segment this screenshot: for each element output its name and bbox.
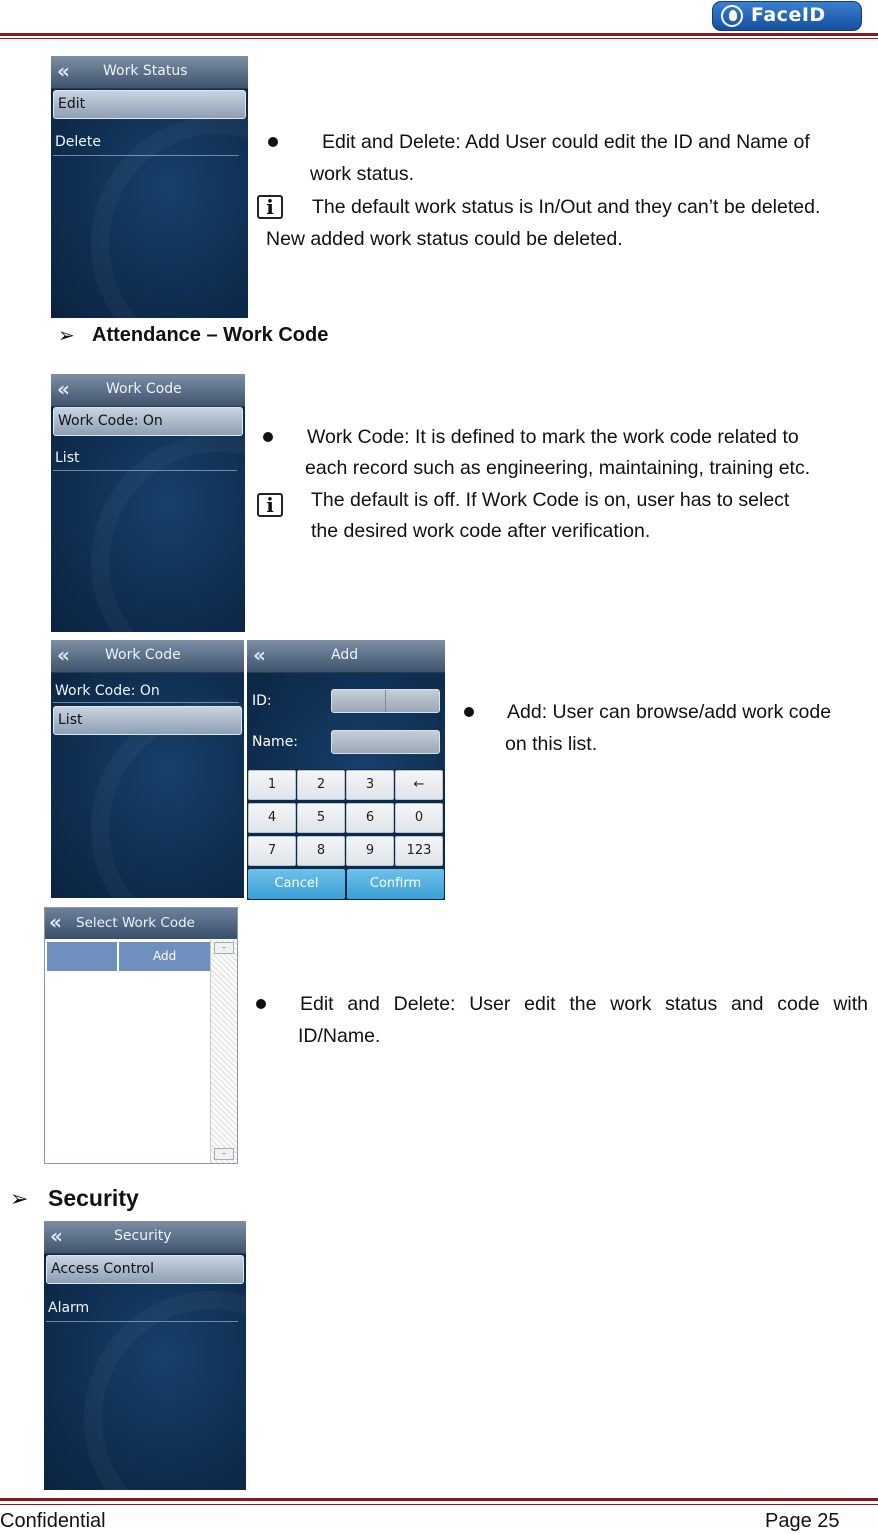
bullet-icon — [268, 137, 278, 147]
header-rule — [0, 33, 878, 36]
section-heading-security: Security — [48, 1185, 139, 1211]
bullet-icon — [464, 707, 474, 717]
arrow-bullet-icon: ➢ — [10, 1186, 29, 1211]
scroll-down-icon[interactable]: – — [214, 1148, 234, 1160]
info-icon: i — [257, 493, 283, 517]
titlebar — [44, 1221, 246, 1254]
arrow-bullet-icon: ➢ — [58, 325, 75, 347]
name-input[interactable] — [331, 730, 440, 754]
back-icon[interactable]: « — [50, 1224, 58, 1248]
info-icon: i — [257, 195, 283, 219]
add-bullet-line2: on this list. — [505, 733, 598, 755]
divider — [53, 155, 239, 156]
key-4[interactable]: 4 — [248, 803, 296, 833]
work-code-bullet-line1: Work Code: It is defined to mark the work code related to — [307, 426, 799, 448]
screen-title: Work Code — [106, 381, 182, 397]
work-code-screen — [51, 374, 245, 632]
screen-title: Select Work Code — [76, 915, 195, 931]
menu-item-list[interactable]: List — [55, 450, 80, 466]
cancel-button[interactable]: Cancel — [248, 869, 345, 899]
back-icon[interactable]: « — [57, 59, 65, 83]
scroll-up-icon[interactable]: – — [214, 942, 234, 954]
titlebar — [45, 908, 237, 939]
add-bullet-line1: Add: User can browse/add work code — [507, 701, 832, 723]
id-label: ID: — [252, 693, 272, 709]
faceid-logo — [712, 1, 862, 31]
titlebar — [51, 374, 245, 407]
menu-item-work-code-on[interactable]: Work Code: On — [55, 683, 160, 699]
menu-item-work-code-on[interactable]: Work Code: On — [53, 407, 243, 436]
confirm-button[interactable]: Confirm — [347, 869, 444, 899]
key-3[interactable]: 3 — [346, 770, 394, 800]
work-status-bullet-line1: Edit and Delete: Add User could edit the ID and Name of — [322, 131, 810, 153]
bullet-icon — [256, 999, 266, 1009]
work-code-bullet-line2: each record such as engineering, maintaining, training etc. — [305, 457, 811, 479]
divider — [46, 1321, 238, 1322]
add-screen — [247, 640, 445, 900]
logo-text: FaceID — [751, 4, 826, 26]
screen-title: Add — [331, 647, 359, 663]
id-input[interactable] — [331, 689, 440, 713]
work-status-note-line2: New added work status could be deleted. — [266, 228, 623, 250]
footer-rule — [0, 1498, 878, 1501]
screen-title: Work Code — [105, 647, 181, 663]
work-status-note-line1: The default work status is In/Out and they can’t be deleted. — [312, 196, 821, 218]
footer-confidential: Confidential — [0, 1510, 106, 1532]
edit-bullet-line2: ID/Name. — [298, 1025, 381, 1047]
menu-item-alarm[interactable]: Alarm — [48, 1300, 90, 1316]
face-profile-icon — [721, 5, 743, 27]
select-work-code-window — [44, 907, 238, 1164]
work-status-screen — [51, 56, 248, 318]
key-backspace[interactable]: ← — [395, 770, 443, 800]
section-heading-work-code: Attendance – Work Code — [92, 324, 329, 346]
name-label: Name: — [252, 734, 299, 750]
scrollbar[interactable] — [210, 940, 237, 1163]
screen-title: Security — [114, 1228, 172, 1244]
table-header-cell — [47, 942, 117, 971]
keypad — [247, 769, 445, 900]
work-code-note-line2: the desired work code after verification. — [311, 520, 651, 542]
edit-bullet-line1: Edit and Delete: User edit the work status and code with — [300, 993, 868, 1015]
key-2[interactable]: 2 — [297, 770, 345, 800]
footer-rule-thin — [0, 1504, 878, 1505]
work-code-list-screen — [51, 640, 244, 898]
work-code-note-line1: The default is off. If Work Code is on, user has to select — [311, 489, 790, 511]
back-icon[interactable]: « — [49, 910, 57, 934]
security-screen — [44, 1221, 246, 1490]
key-7[interactable]: 7 — [248, 836, 296, 866]
divider — [53, 470, 237, 471]
work-status-bullet-line2: work status. — [310, 163, 415, 185]
key-5[interactable]: 5 — [297, 803, 345, 833]
header-rule-thin — [0, 38, 878, 39]
titlebar — [51, 640, 244, 673]
back-icon[interactable]: « — [57, 377, 65, 401]
footer-page-number: Page 25 — [765, 1510, 840, 1532]
bullet-icon — [263, 432, 273, 442]
back-icon[interactable]: « — [57, 643, 65, 667]
key-1[interactable]: 1 — [248, 770, 296, 800]
menu-item-edit[interactable]: Edit — [53, 90, 246, 119]
key-6[interactable]: 6 — [346, 803, 394, 833]
add-column-header[interactable]: Add — [119, 942, 211, 971]
menu-item-access-control[interactable]: Access Control — [46, 1255, 244, 1284]
menu-item-delete[interactable]: Delete — [55, 134, 101, 150]
screen-title: Work Status — [103, 63, 188, 79]
divider — [53, 702, 239, 703]
key-9[interactable]: 9 — [346, 836, 394, 866]
key-mode-123[interactable]: 123 — [395, 836, 443, 866]
titlebar — [51, 56, 248, 89]
key-0[interactable]: 0 — [395, 803, 443, 833]
menu-item-list[interactable]: List — [53, 706, 242, 735]
key-8[interactable]: 8 — [297, 836, 345, 866]
titlebar — [247, 640, 445, 673]
back-icon[interactable]: « — [253, 643, 261, 667]
